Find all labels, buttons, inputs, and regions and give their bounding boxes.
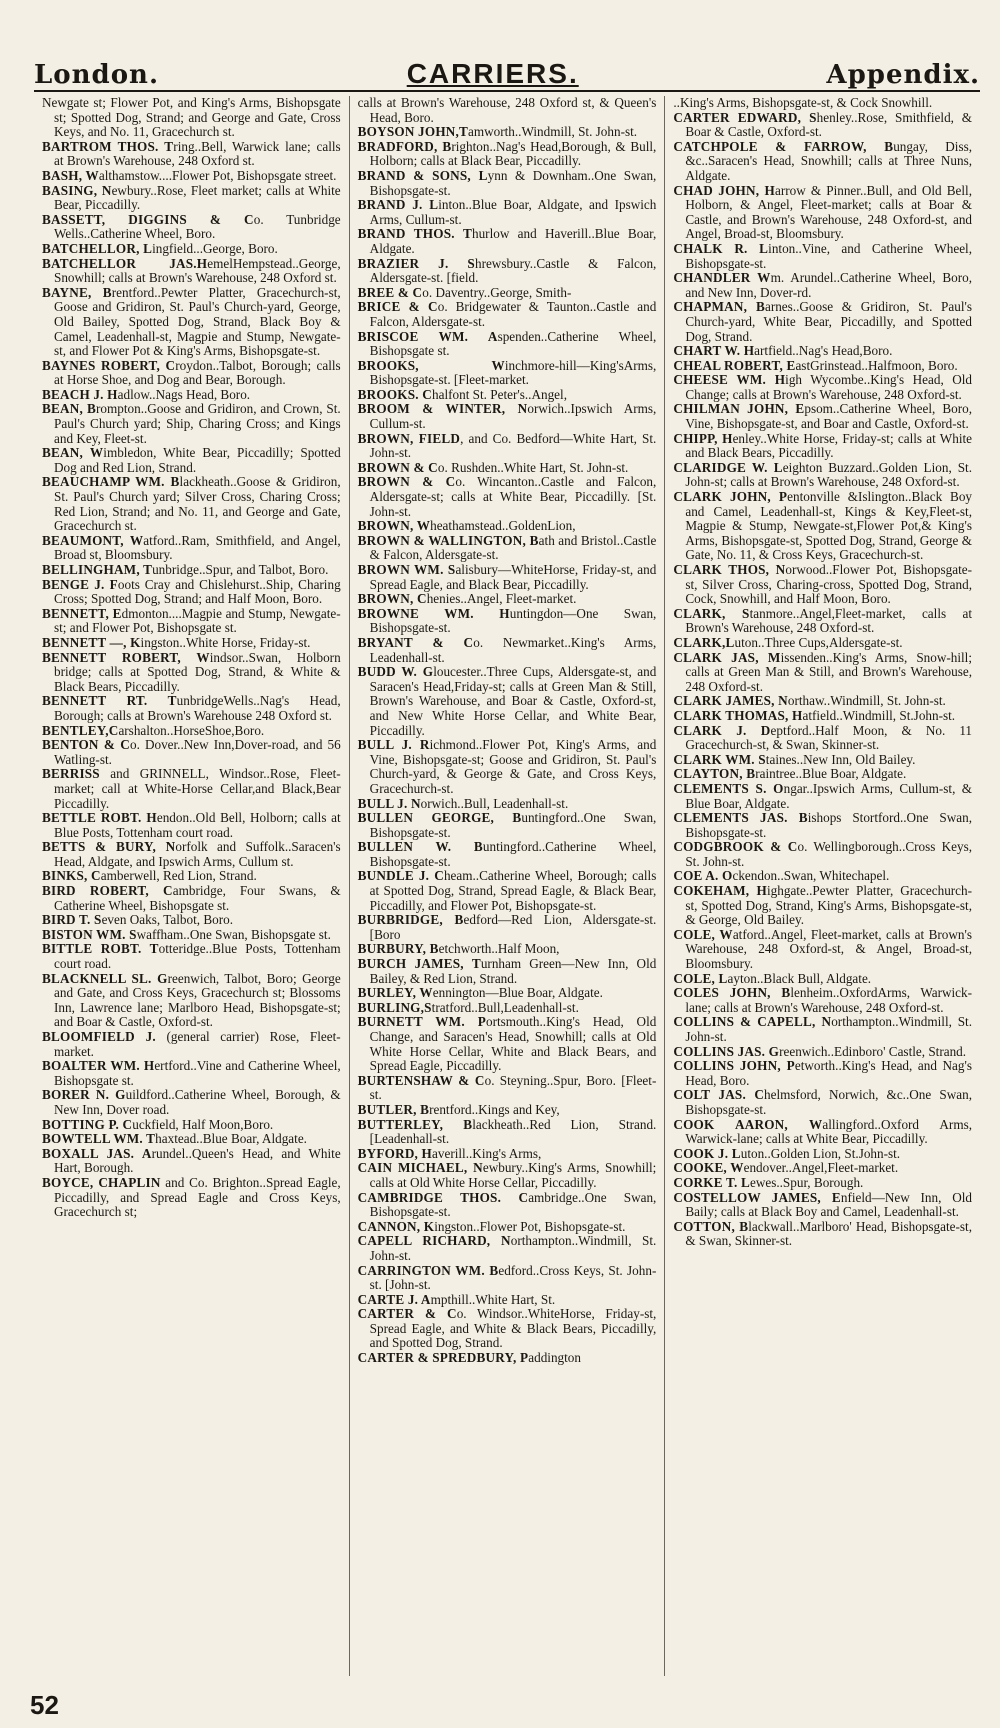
carrier-entry: CLEMENTS JAS. Bishops Stortford..One Swan, Bishopsgate-st. [673,810,973,840]
carrier-entry: COE A. Ockendon..Swan, Whitechapel. [673,868,890,884]
carrier-entry: BROOKS, Winchmore-hill—King'sArms, Bishopsgate-st. [Fleet-market. [357,357,657,388]
carrier-entry: BENNETT, Edmonton....Magpie and Stump, Newgate-st; and Flower Pot, Bishopsgate st. [42,605,341,636]
carrier-entry: BENNETT RT. TunbridgeWells..Nag's Head, Borough; calls at Brown's Warehouse 248 Oxford st. [42,693,341,723]
columns [34,96,980,1676]
carrier-entry: BIRD T. Seven Oaks, Talbot, Boro. [42,912,233,928]
carrier-entry: CHAPMAN, Barnes..Goose & Gridiron, St. Paul's Church-yard, White Bear, Piccadilly, and Spotted Dog, Strand. [673,299,973,344]
carrier-entry: BARTROM THOS. Tring..Bell, Warwick lane; calls at Brown's Warehouse, 248 Oxford st. [42,138,341,169]
carrier-entry: BEAUCHAMP WM. Blackheath..Goose & Gridiron, St. Paul's Church yard; Silver Cross, Charing Cross; Red Lion, Strand; and No. 11, and George and Gate, Gracechurch st. [42,474,341,534]
carrier-entry: BURLEY, Wennington—Blue Boar, Aldgate. [357,985,603,1001]
carrier-entry: CLARK THOS, Norwood..Flower Pot, Bishopsgate-st, Silver Cross, Charing-cross, Spotted Dog, Strand, Cock, Snowhill, and Half Moon, Boro. [673,562,973,607]
carrier-entry: CHART W. Hartfield..Nag's Head,Boro. [673,343,893,359]
carrier-entry: CLARK, Stanmore..Angel,Fleet-market, calls at Brown's Warehouse, 248 Oxford-st. [673,605,973,636]
carrier-entry: CHALK R. Linton..Vine, and Catherine Wheel, Bishopsgate-st. [673,240,973,271]
carrier-entry: BASH, Walthamstow....Flower Pot, Bishopsgate street. [42,167,337,183]
carrier-entry: BREE & Co. Daventry..George, Smith- [357,284,572,300]
header-section-title: CARRIERS. [406,58,579,89]
carrier-entry: BEACH J. Hadlow..Nags Head, Boro. [42,386,251,402]
carrier-entry: CLARIDGE W. Leighton Buzzard..Golden Lion, St. John-st; calls at Brown's Warehouse, 248 Oxford-st. [673,459,973,490]
carrier-entry: COTTON, Blackwall..Marlboro' Head, Bishopsgate-st, & Swan, Skinner-st. [673,1218,973,1249]
carrier-entry: CLARK,Luton..Three Cups,Aldersgate-st. [673,634,903,650]
carrier-entry: BOYCE, CHAPLIN and Co. Brighton..Spread Eagle, Piccadilly, and Spread Eagle and Cross Keys, Gracechurch st; [42,1174,341,1220]
carrier-entry: BROOKS. Chalfont St. Peter's..Angel, [357,386,567,402]
carrier-entry: CLEMENTS S. Ongar..Ipswich Arms, Cullum-st, & Blue Boar, Aldgate. [673,780,973,811]
carrier-entry: COOKE, Wendover..Angel,Fleet-market. [673,1160,899,1176]
carrier-entry: BENNETT —, Kingston..White Horse, Friday-st. [42,634,311,650]
carrier-entry: BULL J. Richmond..Flower Pot, King's Arms, and Vine, Bishopsgate-st; Goose and Gridiron, St. Paul's Church-yard, & George & Gate, and Cross Keys, Gracechurch-st. [357,737,657,796]
carrier-entry: BEAN, Brompton..Goose and Gridiron, and Crown, St. Paul's Church yard; Ship, Charing Cross; and Kings and Key, Fleet-st. [42,401,341,446]
carrier-entry: CHAD JOHN, Harrow & Pinner..Bull, and Old Bell, Holborn, & Angel, Fleet-market; calls at Boar & Castle, and Brown's Warehouse, 248 Oxford-st, and Angel, Broad-st, Bloomsbury. [673,182,973,242]
carrier-entry: BOTTING P. Cuckfield, Half Moon,Boro. [42,1116,274,1132]
carrier-entry: BETTLE ROBT. Hendon..Old Bell, Holborn; calls at Blue Posts, Tottenham court road. [42,810,341,840]
carrier-entry: BUNDLE J. Cheam..Catherine Wheel, Borough; calls at Spotted Dog, Strand, Spread Eagle, & Black Bear, Piccadilly, and Flower Pot, Bishopsgate-st. [357,868,657,913]
carrier-entry: BASING, Newbury..Rose, Fleet market; calls at White Bear, Piccadilly. [42,182,341,213]
carrier-entry: CORKE T. Lewes..Spur, Borough. [673,1174,864,1190]
carrier-entry: BULL J. Norwich..Bull, Leadenhall-st. [357,795,569,811]
carrier-entry: CATCHPOLE & FARROW, Bungay, Diss, &c..Saracen's Head, Snowhill; calls at Three Nuns, Aldgate. [673,138,973,183]
carrier-entry: CLARK JAMES, Northaw..Windmill, St. John-st. [673,693,946,709]
carrier-entry: CODGBROOK & Co. Wellingborough..Cross Keys, St. John-st. [673,839,973,869]
carrier-entry: CARTE J. Ampthill..White Hart, St. [357,1291,556,1307]
carrier-entry: BURCH JAMES, Turnham Green—New Inn, Old Bailey, & Red Lion, Strand. [357,956,657,986]
carrier-entry: BRISCOE WM. Aspenden..Catherine Wheel, Bishopsgate st. [357,328,657,359]
carrier-entry: BEAUMONT, Watford..Ram, Smithfield, and Angel, Broad st, Bloomsbury. [42,532,341,563]
carrier-entry: BROWN WM. Salisbury—WhiteHorse, Friday-st, and Spread Eagle, and Black Bear, Piccadilly. [357,562,657,592]
carrier-entry: BLOOMFIELD J. (general carrier) Rose, Fleet-market. [42,1029,341,1059]
carrier-entry: BOWTELL WM. Thaxtead..Blue Boar, Aldgate. [42,1131,307,1147]
carrier-entry: CARRINGTON WM. Bedford..Cross Keys, St. John-st. [John-st. [357,1262,657,1293]
carrier-entry: BENNETT ROBERT, Windsor..Swan, Holborn bridge; calls at Spotted Dog, Strand, & White & Black Bears, Piccadilly. [42,649,341,694]
page-header [34,44,980,92]
carrier-entry: BATCHELLOR, Lingfield...George, Boro. [42,240,278,256]
carrier-entry: BURLING,Stratford..Bull,Leadenhall-st. [357,999,579,1015]
carrier-entry: calls at Brown's Warehouse, 248 Oxford st, & Queen's Head, Boro. [357,96,657,125]
carrier-entry: CAMBRIDGE THOS. Cambridge..One Swan, Bishopsgate-st. [357,1189,657,1220]
carrier-entry: BAYNE, Brentford..Pewter Platter, Gracechurch-st, Goose and Gridiron, St. Paul's Church-yard, George, Old Bailey, Spotted Dog, Strand, Black Boy & Camel, Leadenhall-st, Magpie and Stump, Newgate-st, and Flower Pot & King's Arms, Bishopsgate-st. [42,284,341,359]
carrier-entry: BURTENSHAW & Co. Steyning..Spur, Boro. [Fleet-st. [357,1072,657,1103]
carrier-entry: BENTON & Co. Dover..New Inn,Dover-road, and 56 Watling-st. [42,737,341,767]
carrier-entry: BROWN & WALLINGTON, Bath and Bristol..Castle & Falcon, Aldersgate-st. [357,532,657,563]
carrier-entry: CLARK J. Deptford..Half Moon, & No. 11 Gracechurch-st, & Swan, Skinner-st. [673,722,973,753]
carrier-entry: BENGE J. Foots Cray and Chislehurst..Ship, Charing Cross; Spotted Dog, Strand; and Half Moon, Boro. [42,576,341,607]
carrier-entry: BRADFORD, Brighton..Nag's Head,Borough, & Bull, Holborn; calls at Black Bear, Piccadilly. [357,138,657,169]
carrier-entry: CLARK WM. Staines..New Inn, Old Bailey. [673,751,916,767]
carrier-entry: COOK AARON, Wallingford..Oxford Arms, Warwick-lane; calls at White Bear, Piccadilly. [673,1116,973,1147]
carrier-entry: BRAZIER J. Shrewsbury..Castle & Falcon, Aldersgate-st. [field. [357,255,657,286]
carrier-entry: BLACKNELL SL. Greenwich, Talbot, Boro; George and Gate, and Cross Keys, Gracechurch st; Blossoms Inn, Lawrence lane; Marlboro Head, Bishopsgate-st; and Boar & Castle, Oxford-st. [42,970,341,1030]
carrier-entry: BORER N. Guildford..Catherine Wheel, Borough, & New Inn, Dover road. [42,1087,341,1117]
carrier-entry: COLLINS JAS. Greenwich..Edinboro' Castle, Strand. [673,1043,967,1059]
carrier-entry: CHANDLER Wm. Arundel..Catherine Wheel, Boro, and New Inn, Dover-rd. [673,270,973,300]
carrier-entry: BISTON WM. Swaffham..One Swan, Bishopsgate st. [42,926,331,942]
carrier-entry: COLT JAS. Chelmsford, Norwich, &c..One Swan, Bishopsgate-st. [673,1087,972,1117]
carrier-entry: BATCHELLOR JAS.HemelHempstead..George, Snowhill; calls at Brown's Warehouse, 248 Oxford st. [42,255,341,286]
carrier-entry: COLLINS & CAPELL, Northampton..Windmill, St. John-st. [673,1014,973,1044]
carrier-entry: COLES JOHN, Blenheim..OxfordArms, Warwick-lane; calls at Brown's Warehouse, 248 Oxford-st. [673,985,973,1015]
carrier-entry: BEAN, Wimbledon, White Bear, Piccadilly; Spotted Dog and Red Lion, Strand. [42,445,341,475]
carrier-entry: BUTTERLEY, Blackheath..Red Lion, Strand. [Leadenhall-st. [357,1116,657,1147]
carrier-entry: BURBRIDGE, Bedford—Red Lion, Aldersgate-st. [Boro [357,912,657,942]
carrier-entry: COLLINS JOHN, Petworth..King's Head, and Nag's Head, Boro. [673,1058,973,1088]
carrier-entry: BYFORD, Haverill..King's Arms, [357,1145,542,1161]
carrier-entry: COLE, Layton..Black Bull, Aldgate. [673,970,872,986]
carrier-entry: BROWN, Chenies..Angel, Fleet-market. [357,591,577,607]
carrier-entry: BETTS & BURY, Norfolk and Suffolk..Saracen's Head, Aldgate, and Ipswich Arms, Cullum st. [42,839,341,869]
carrier-entry: CAIN MICHAEL, Newbury..King's Arms, Snowhill; calls at Old White Horse Cellar, Piccadilly. [357,1160,657,1190]
carrier-entry: COOK J. Luton..Golden Lion, St.John-st. [673,1145,901,1161]
carrier-entry: BASSETT, DIGGINS & Co. Tunbridge Wells..Catherine Wheel, Boro. [42,211,341,242]
carrier-entry: CAPELL RICHARD, Northampton..Windmill, St. John-st. [357,1233,657,1263]
header-appendix: Appendix. [826,60,980,90]
carrier-entry: BRAND J. Linton..Blue Boar, Aldgate, and Ipswich Arms, Cullum-st. [357,197,657,227]
carrier-entry: BOYSON JOHN,Tamworth..Windmill, St. John-st. [357,124,638,140]
carrier-entry: BROWN, Wheathamstead..GoldenLion, [357,518,576,534]
carrier-entry: CHEESE WM. High Wycombe..King's Head, Old Change; calls at Brown's Warehouse, 248 Oxford-st. [673,372,973,402]
carrier-entry: BIRD ROBERT, Cambridge, Four Swans, & Catherine Wheel, Bishopsgate st. [42,883,341,913]
carrier-entry: BAYNES ROBERT, Croydon..Talbot, Borough; calls at Horse Shoe, and Dog and Bear, Borough. [42,357,341,388]
carrier-entry: BUDD W. Gloucester..Three Cups, Aldersgate-st, and Saracen's Head,Friday-st; calls at Green Man & Still, Brown's Warehouse, and Boar & Castle, Oxford-st, and New White Horse Cellar, and White Bear, Piccadilly. [357,664,657,738]
carrier-entry: CARTER & SPREDBURY, Paddington [357,1350,581,1366]
carrier-entry: BOALTER WM. Hertford..Vine and Catherine Wheel, Bishopsgate st. [42,1058,341,1088]
carrier-entry: BURBURY, Betchworth..Half Moon, [357,941,560,957]
page-number: 52 [30,1690,59,1720]
header-location: London. [34,60,160,90]
carrier-entry: BOXALL JAS. Arundel..Queen's Head, and White Hart, Borough. [42,1145,341,1176]
carrier-entry: BINKS, Camberwell, Red Lion, Strand. [42,868,257,884]
carrier-entry: BROOM & WINTER, Norwich..Ipswich Arms, Cullum-st. [357,401,657,432]
carrier-entry: CARTER & Co. Windsor..WhiteHorse, Friday-st, Spread Eagle, and White & Black Bears, Piccadilly, and Spotted Dog, Strand. [357,1306,657,1351]
carrier-entry: BROWNE WM. Huntingdon—One Swan, Bishopsgate-st. [357,605,657,636]
carrier-entry: CLARK JOHN, Pentonville &Islington..Black Boy and Camel, Leadenhall-st, Kings & Key,Fleet-st, Magpie & Stump, Newgate-st,Flower Pot,& King's Arms, Bishopsgate-st, Spotted Dog, Strand, George & Gate, No. 11, & Cross Keys, Gracechurch-st. [673,489,973,563]
carrier-entry: BERRISS and GRINNELL, Windsor..Rose, Fleet-market; call at White-Horse Cellar,and Black,Bear Piccadilly. [42,766,341,811]
carrier-entry: BRICE & Co. Bridgewater & Taunton..Castle and Falcon, Aldersgate-st. [357,299,657,329]
column-1 [34,96,349,1676]
carrier-entry: BULLEN W. Buntingford..Catherine Wheel, Bishopsgate-st. [357,839,657,869]
carrier-entry: CLAYTON, Braintree..Blue Boar, Aldgate. [673,766,907,782]
column-2 [349,96,665,1676]
carrier-entry: BENTLEY,Carshalton..HorseShoe,Boro. [42,722,265,738]
carrier-entry: ..King's Arms, Bishopsgate-st, & Cock Snowhill. [673,96,933,110]
carrier-entry: BRAND & SONS, Lynn & Downham..One Swan, Bishopsgate-st. [357,167,657,198]
carrier-entry: Newgate st; Flower Pot, and King's Arms, Bishopsgate st; Spotted Dog, Strand; and George and Gate, Cross Keys, and No. 11, Gracechurch st. [42,96,341,140]
carrier-entry: CHIPP, Henley..White Horse, Friday-st; calls at White and Black Bears, Piccadilly. [673,430,973,461]
carrier-entry: CLARK JAS, Missenden..King's Arms, Snow-hill; calls at Green Man & Still, and Brown's Warehouse, 248 Oxford-st. [673,649,973,694]
carrier-entry: CLARK THOMAS, Hatfield..Windmill, St.John-st. [673,707,956,723]
carrier-entry: CHILMAN JOHN, Epsom..Catherine Wheel, Boro, Vine, Bishopsgate-st, and Boar and Castle, Oxford-st. [673,401,973,432]
carrier-entry: CARTER EDWARD, Shenley..Rose, Smithfield, & Boar & Castle, Oxford-st. [673,109,973,140]
carrier-entry: BROWN & Co. Wincanton..Castle and Falcon, Aldersgate-st; calls at White Bear, Piccadilly. [St. John-st. [357,474,657,519]
carrier-entry: BURNETT WM. Portsmouth..King's Head, Old Change, and Saracen's Head, Snowhill; calls at Old White Horse Cellar, White and Black Bears, and Spread Eagle, Piccadilly. [357,1014,657,1074]
carrier-entry: BITTLE ROBT. Totteridge..Blue Posts, Tottenham court road. [42,941,341,972]
carrier-entry: BROWN & Co. Rushden..White Hart, St. John-st. [357,459,629,475]
carrier-entry: COLE, Watford..Angel, Fleet-market, calls at Brown's Warehouse, 248 Oxford-st, & Angel, Broad-st, Bloomsbury. [673,926,973,972]
carrier-entry: BRAND THOS. Thurlow and Haverill..Blue Boar, Aldgate. [357,226,657,256]
carrier-entry: BRYANT & Co. Newmarket..King's Arms, Leadenhall-st. [357,634,657,665]
carrier-entry: BULLEN GEORGE, Buntingford..One Swan, Bishopsgate-st. [357,810,657,840]
carrier-entry: BROWN, FIELD, and Co. Bedford—White Hart, St. John-st. [357,430,657,461]
carrier-entry: BUTLER, Brentford..Kings and Key, [357,1101,560,1117]
carrier-entry: COSTELLOW JAMES, Enfield—New Inn, Old Baily; calls at Black Boy and Camel, Leadenhall-st. [673,1189,973,1220]
carrier-entry: CANNON, Kingston..Flower Pot, Bishopsgate-st. [357,1218,626,1234]
carrier-entry: BELLINGHAM, Tunbridge..Spur, and Talbot, Boro. [42,562,329,577]
carrier-entry: COKEHAM, Highgate..Pewter Platter, Gracechurch-st, Spotted Dog, Strand, King's Arms, Bishopsgate-st, & George, Old Bailey. [673,883,973,928]
carrier-entry: CHEAL ROBERT, EastGrinstead..Halfmoon, Boro. [673,357,958,373]
column-3 [664,96,980,1676]
